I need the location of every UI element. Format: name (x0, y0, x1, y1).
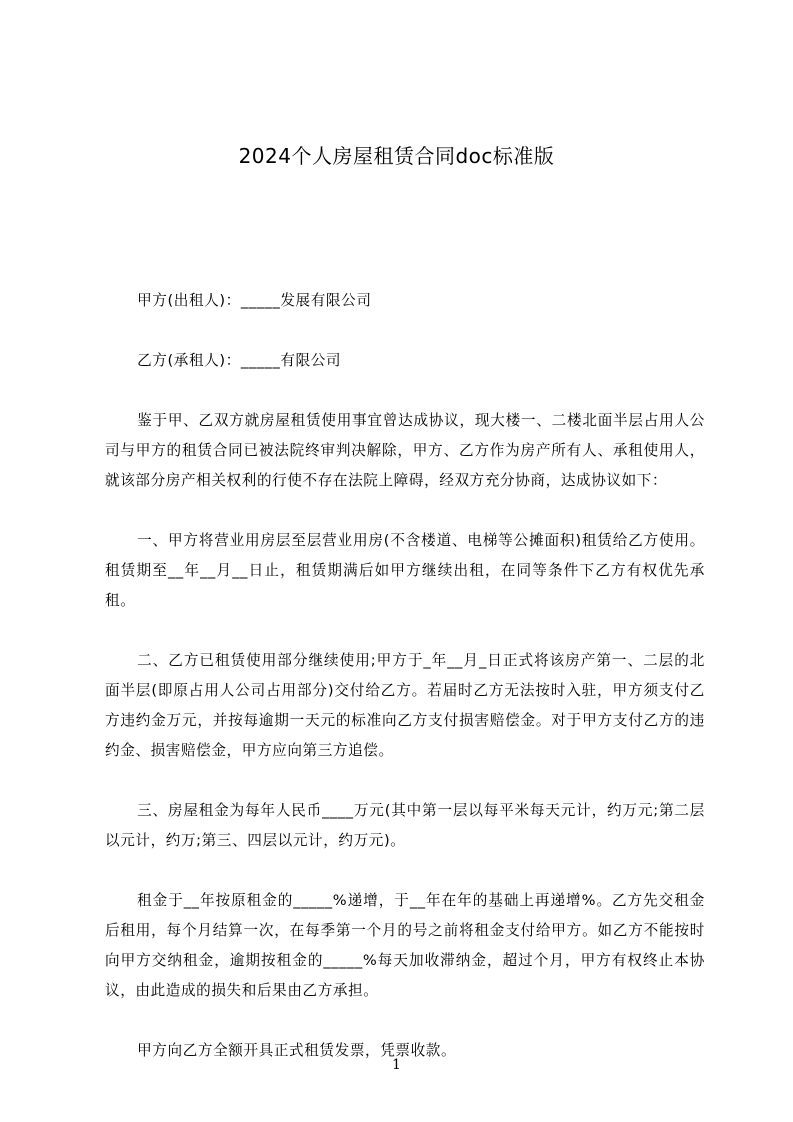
preamble-paragraph: 鉴于甲、乙双方就房屋租赁使用事宜曾达成协议，现大楼一、二楼北面半层占用人公司与甲方的租赁合同已被法院终审判决解除，甲方、乙方作为房产所有人、承租使用人，就该部分房产相关权利的行使不存在法院上障碍，经双方充分协商，达成协议如下： (105, 412, 705, 489)
document-body (105, 286, 705, 1096)
page-number: 1 (392, 1057, 401, 1073)
clause-3-paragraph: 三、房屋租金为每年人民币____万元(其中第一层以每平米每天元计，约万元;第二层以元计，约万;第三、四层以元计，约万元)。 (105, 802, 705, 849)
party-a-line: 甲方(出租人)：_____发展有限公司 (137, 292, 372, 309)
party-b-line: 乙方(承租人)：_____有限公司 (137, 352, 342, 369)
invoice-paragraph: 甲方向乙方全额开具正式租赁发票，凭票收款。 (137, 1042, 457, 1059)
clause-2-paragraph: 二、乙方已租赁使用部分继续使用;甲方于_年__月_日正式将该房产第一、二层的北面半层(即原占用人公司占用部分)交付给乙方。若届时乙方无法按时入驻，甲方须支付乙方违约金万元，并按每逾期一天元的标准向乙方支付损害赔偿金。对于甲方支付乙方的违约金、损害赔偿金，甲方应向第三方追偿。 (105, 652, 705, 759)
rent-terms-paragraph: 租金于__年按原租金的_____%递增，于__年在年的基础上再递增%。乙方先交租金后租用，每个月结算一次，在每季第一个月的号之前将租金支付给甲方。如乙方不能按时向甲方交纳租金，逾期按租金的_____%每天加收滞纳金，超过个月，甲方有权终止本协议，由此造成的损失和后果由乙方承担。 (105, 892, 705, 999)
clause-1-paragraph: 一、甲方将营业用房层至层营业用房(不含楼道、电梯等公摊面积)租赁给乙方使用。租赁期至__年__月__日止，租赁期满后如甲方继续出租，在同等条件下乙方有权优先承租。 (105, 532, 705, 609)
document-title: 2024个人房屋租赁合同doc标准版 (238, 144, 555, 168)
